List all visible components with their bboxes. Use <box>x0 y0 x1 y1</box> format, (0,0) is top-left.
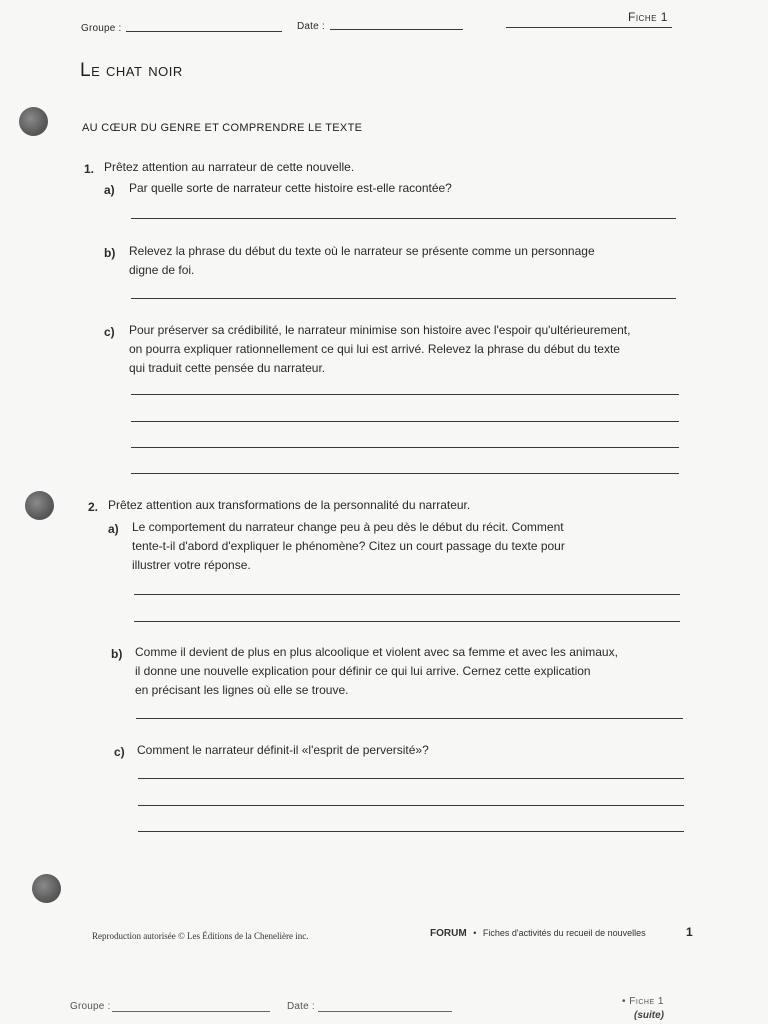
answer-line[interactable] <box>134 621 680 622</box>
answer-line[interactable] <box>138 831 684 832</box>
question-2b-text: Comme il devient de plus en plus alcoolique et violent avec sa femme et avec les animaux, il donne une nouvelle explication pour définir ce qui lui arrive. Cernez cette explication en précisant les lignes où elle se trouve. <box>135 645 618 697</box>
question-2c-label: c) <box>114 745 125 759</box>
page-number: 1 <box>686 925 693 939</box>
date-label: Date : <box>297 21 325 32</box>
punch-hole-middle <box>25 491 54 520</box>
next-fiche-label: • Fiche 1 <box>622 996 664 1007</box>
next-groupe-label: Groupe : <box>70 1001 111 1012</box>
answer-line[interactable] <box>138 778 684 779</box>
bullet-icon: • <box>473 928 477 938</box>
footer-book-title <box>430 928 646 939</box>
answer-line[interactable] <box>131 447 679 448</box>
answer-line[interactable] <box>136 718 683 719</box>
question-2-text: Prêtez attention aux transformations de la personnalité du narrateur. <box>108 498 471 512</box>
question-2c-text: Comment le narrateur définit-il «l'esprit de perversité»? <box>137 743 429 757</box>
book-name: FORUM <box>430 928 467 939</box>
next-groupe-field <box>112 1011 270 1012</box>
section-title: AU CŒUR DU GENRE ET COMPRENDRE LE TEXTE <box>82 122 363 134</box>
question-2-number: 2. <box>88 500 99 514</box>
answer-line[interactable] <box>131 394 679 395</box>
question-2a-label: a) <box>108 522 119 536</box>
next-suite-label: (suite) <box>634 1010 664 1021</box>
answer-line[interactable] <box>131 218 676 219</box>
question-1c-text: Pour préserver sa crédibilité, le narrateur minimise son histoire avec l'espoir qu'ultérieurement, on pourra expliquer rationnellement ce qui lui est arrivé. Relevez la phrase du début du texte qui traduit cette pensée du narrateur. <box>129 323 631 375</box>
question-2a-text: Le comportement du narrateur change peu à peu dès le début du récit. Comment tente-t-il d'abord d'expliquer le phénomène? Citez un court passage du texte pour illustrer votre réponse. <box>132 520 565 572</box>
page-title: Le chat noir <box>80 60 183 81</box>
fiche-underline <box>506 27 672 28</box>
question-1b-label: b) <box>104 246 116 260</box>
book-description: Fiches d'activités du recueil de nouvelles <box>482 928 646 938</box>
fiche-label: Fiche 1 <box>628 10 668 24</box>
question-1-number: 1. <box>84 162 95 176</box>
question-1b-text: Relevez la phrase du début du texte où le narrateur se présente comme un personnage digne de foi. <box>129 244 595 277</box>
question-2b-label: b) <box>111 647 123 661</box>
answer-line[interactable] <box>131 298 676 299</box>
next-date-label: Date : <box>287 1001 315 1012</box>
answer-line[interactable] <box>134 594 680 595</box>
punch-hole-bottom <box>32 874 61 903</box>
answer-line[interactable] <box>131 421 679 422</box>
next-date-field <box>318 1011 452 1012</box>
answer-line[interactable] <box>138 805 684 806</box>
question-1-text: Prêtez attention au narrateur de cette nouvelle. <box>104 160 355 174</box>
question-1a-text: Par quelle sorte de narrateur cette histoire est-elle racontée? <box>129 181 452 195</box>
copyright-notice: Reproduction autorisée © Les Éditions de la Chenelière inc. <box>92 931 309 941</box>
question-1c-label: c) <box>104 325 115 339</box>
groupe-label: Groupe : <box>81 23 122 34</box>
answer-line[interactable] <box>131 473 679 474</box>
question-1a-label: a) <box>104 183 115 197</box>
groupe-field[interactable] <box>126 31 282 32</box>
punch-hole-top <box>19 107 48 136</box>
date-field[interactable] <box>330 29 463 30</box>
